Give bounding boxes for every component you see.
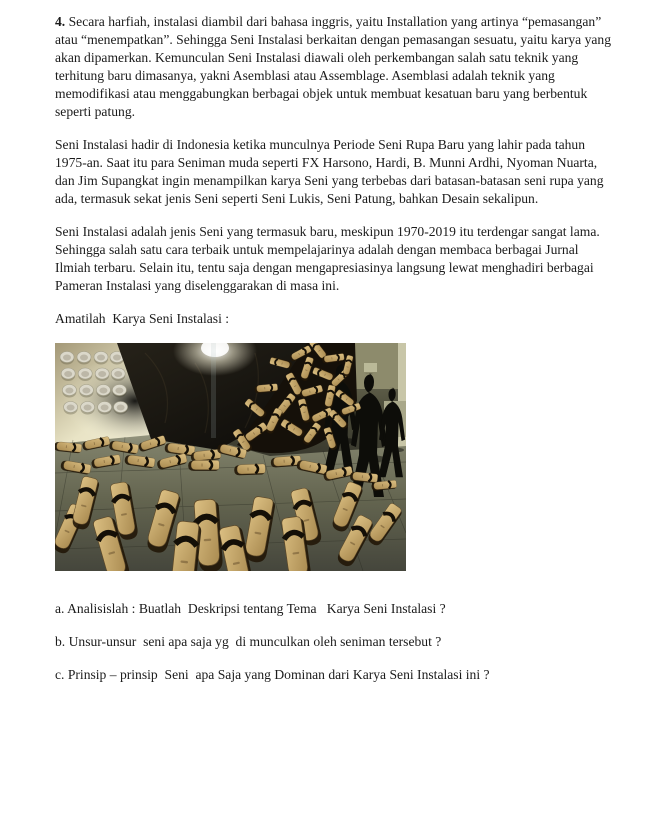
installation-photo — [55, 343, 406, 571]
paragraph-intro-text: Secara harfiah, instalasi diambil dari bahasa inggris, yaitu Installation yang artinya “pemasangan” atau “menempatkan”. Sehingga Seni Instalasi berkaitan dengan pemasangan sesuatu, yaitu karya yang akan dipamerkan. Kemunculan Seni Instalasi diawali oleh perkembangan salah satu teknik yang terhitung baru dimasanya, yakni Asemblasi atau Assemblage. Asemblasi adalah teknik yang memodifikasi atau menggabungkan berbagai objek untuk membuat kesatuan baru yang berbentuk seperti patung. — [55, 14, 612, 119]
paragraph-intro — [55, 13, 614, 121]
question-c: c. Prinsip – prinsip Seni apa Saja yang Dominan dari Karya Seni Instalasi ini ? — [55, 667, 490, 682]
paragraph-history: Seni Instalasi hadir di Indonesia ketika munculnya Periode Seni Rupa Baru yang lahir pada tahun 1975-an. Saat itu para Seniman muda seperti FX Harsono, Hardi, B. Munni Ardhi, Nyoman Nuarta, dan Jim Supangkat ingin menampilkan karya Seni yang terbebas dari batasan-batasan seni rupa yang ada, termasuk sekat jenis Seni seperti Seni Lukis, Seni Patung, bahkan Desain sekalipun. — [55, 137, 604, 206]
question-number: 4. — [55, 14, 66, 29]
question-b: b. Unsur-unsur seni apa saja yg di munculkan oleh seniman tersebut ? — [55, 634, 442, 649]
installation-photo-art — [55, 343, 406, 571]
instruction-line: Amatilah Karya Seni Instalasi : — [55, 311, 230, 326]
question-a: a. Analisislah : Buatlah Deskripsi tentang Tema Karya Seni Instalasi ? — [55, 601, 446, 616]
paragraph-study: Seni Instalasi adalah jenis Seni yang termasuk baru, meskipun 1970-2019 itu terdengar sangat lama. Sehingga salah satu cara terbaik untuk mempelajarinya adalah dengan membaca berbagai Jurnal Ilmiah terbaru. Selain itu, tentu saja dengan mengapresiasinya langsung lewat menghadiri berbagai Pameran Instalasi yang diselenggarakan di masa ini. — [55, 224, 600, 293]
